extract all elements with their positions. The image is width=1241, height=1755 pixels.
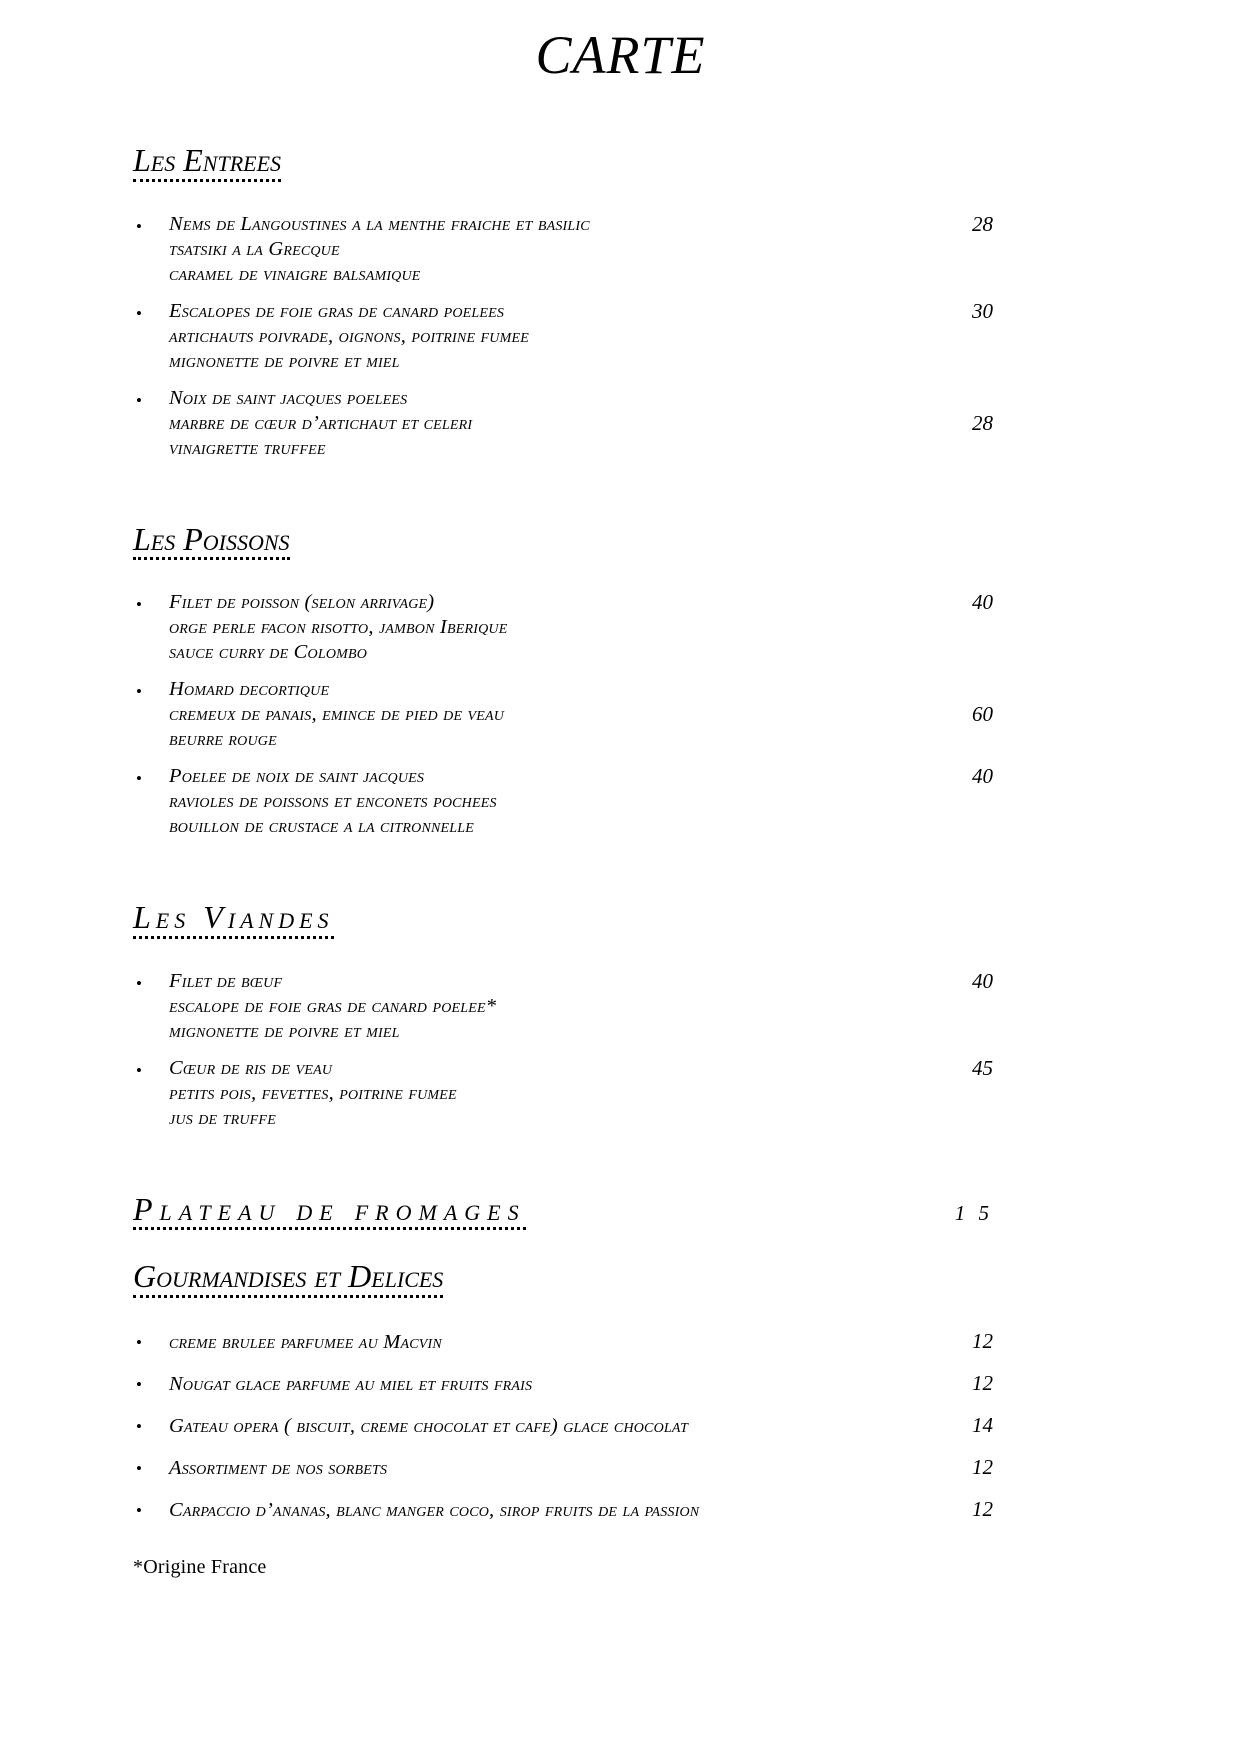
item-detail-line: bouillon de crustace a la citronnelle <box>169 815 475 838</box>
spacer <box>133 1044 993 1056</box>
footnote: *Origine France <box>133 1555 267 1578</box>
item-detail-line: artichauts poivrade, oignons, poitrine fumee <box>169 324 529 347</box>
menu-content <box>133 144 993 1526</box>
dessert-name: Carpaccio d’ananas, blanc manger coco, sirop fruits de la passion <box>169 1498 700 1521</box>
item-price: 60 <box>972 702 993 727</box>
item-name: Escalopes de foie gras de canard poelees <box>169 299 505 322</box>
item-price-column <box>873 590 993 665</box>
dessert-name: Gateau opera ( biscuit, creme chocolat et cafe) glace chocolat <box>169 1414 689 1437</box>
item-name: Nems de Langoustines a la menthe fraiche et basilic <box>169 212 590 235</box>
item-price-column <box>873 299 993 374</box>
bullet-icon: • <box>136 1416 142 1436</box>
item-detail-line: mignonette de poivre et miel <box>169 1019 400 1042</box>
spacer <box>133 1230 993 1260</box>
item-name: Filet de poisson (selon arrivage) <box>169 591 435 614</box>
bullet-icon: • <box>136 216 142 236</box>
item-description <box>169 212 873 287</box>
dessert-name: creme brulee parfumee au Macvin <box>169 1330 442 1353</box>
plateau-price: 1 5 <box>954 1200 993 1225</box>
item-detail-line: mignonette de poivre et miel <box>169 349 400 372</box>
section-heading-row <box>133 901 993 939</box>
item-list <box>133 969 993 1131</box>
spacer <box>133 287 993 299</box>
item-price: 40 <box>972 968 993 993</box>
item-detail-line: tsatsiki a la Grecque <box>169 237 340 260</box>
section-heading-desserts: Gourmandises et Delices <box>133 1260 443 1298</box>
dessert-item <box>133 1496 993 1526</box>
bullet-icon: • <box>136 1458 142 1478</box>
item-description <box>169 1056 873 1131</box>
spacer <box>133 1131 993 1193</box>
spacer <box>133 752 993 764</box>
dessert-name: Nougat glace parfume au miel et fruits frais <box>169 1372 533 1395</box>
bullet-icon: • <box>136 769 142 789</box>
page-title: CARTE <box>535 25 706 85</box>
bullet-icon: • <box>136 390 142 410</box>
menu-item <box>133 1056 993 1131</box>
section-heading-row <box>133 144 993 182</box>
plateau-row <box>133 1190 993 1231</box>
dessert-price: 12 <box>972 1328 993 1353</box>
bullet-icon: • <box>136 682 142 702</box>
menu-sections <box>133 144 993 1131</box>
item-detail-line: orge perle facon risotto, jambon Iberique <box>169 616 508 639</box>
bullet-icon: • <box>136 1500 142 1520</box>
menu-item <box>133 386 993 461</box>
dessert-item <box>133 1454 993 1484</box>
item-detail-line: jus de truffe <box>169 1106 276 1129</box>
item-name: Homard decortique <box>169 678 330 701</box>
bullet-icon: • <box>136 303 142 323</box>
dessert-price: 12 <box>972 1496 993 1521</box>
item-price: 30 <box>972 298 993 323</box>
item-description <box>169 764 873 839</box>
item-name: Noix de saint jacques poelees <box>169 386 408 409</box>
item-detail-line: cremeux de panais, emince de pied de veau <box>169 703 505 726</box>
item-detail-line: petits pois, fevettes, poitrine fumee <box>169 1081 457 1104</box>
item-description <box>169 969 873 1044</box>
dessert-price: 12 <box>972 1370 993 1395</box>
section-heading: Les Entrees <box>133 144 281 182</box>
item-price-column <box>873 677 993 752</box>
bullet-icon: • <box>136 973 142 993</box>
dessert-item <box>133 1370 993 1400</box>
spacer <box>133 182 993 212</box>
item-price: 28 <box>972 211 993 236</box>
dessert-list <box>133 1328 993 1526</box>
spacer <box>133 1298 993 1328</box>
item-description <box>169 299 873 374</box>
spacer <box>133 839 993 901</box>
spacer <box>133 560 993 590</box>
dessert-name: Assortiment de nos sorbets <box>169 1456 388 1479</box>
item-detail-line: beurre rouge <box>169 728 277 751</box>
desserts-heading-row <box>133 1260 993 1298</box>
dessert-price: 12 <box>972 1454 993 1479</box>
item-detail-line: vinaigrette truffee <box>169 436 326 459</box>
item-price-column <box>873 1056 993 1131</box>
spacer <box>133 939 993 969</box>
item-price: 40 <box>972 590 993 615</box>
bullet-icon: • <box>136 595 142 615</box>
menu-item <box>133 299 993 374</box>
bullet-icon: • <box>136 1332 142 1352</box>
item-price-column <box>873 212 993 287</box>
item-price: 28 <box>972 410 993 435</box>
spacer <box>133 461 993 523</box>
dessert-price: 14 <box>972 1412 993 1437</box>
item-detail-line: ravioles de poissons et enconets pochees <box>169 790 497 813</box>
item-description <box>169 590 873 665</box>
item-list <box>133 590 993 839</box>
section-heading-plateau: Plateau de fromages <box>133 1193 526 1231</box>
spacer <box>133 374 993 386</box>
menu-item <box>133 677 993 752</box>
item-detail-line: sauce curry de Colombo <box>169 641 368 664</box>
item-detail-line: caramel de vinaigre balsamique <box>169 262 421 285</box>
item-detail-line: escalope de foie gras de canard poelee* <box>169 994 497 1017</box>
dessert-item <box>133 1412 993 1442</box>
item-name: Cœur de ris de veau <box>169 1056 333 1079</box>
item-description <box>169 386 873 461</box>
section-heading: Les Viandes <box>133 901 334 939</box>
menu-item <box>133 764 993 839</box>
menu-item <box>133 212 993 287</box>
menu-item <box>133 590 993 665</box>
item-price: 45 <box>972 1055 993 1080</box>
section-heading-row <box>133 520 993 561</box>
spacer <box>133 665 993 677</box>
item-price-column <box>873 764 993 839</box>
section-heading: Les Poissons <box>133 523 290 561</box>
item-price: 40 <box>972 764 993 789</box>
item-list <box>133 212 993 461</box>
dessert-item <box>133 1328 993 1358</box>
item-name: Filet de bœuf <box>169 969 283 992</box>
menu-item <box>133 969 993 1044</box>
item-price-column <box>873 386 993 461</box>
bullet-icon: • <box>136 1374 142 1394</box>
item-price-column <box>873 969 993 1044</box>
item-name: Poelee de noix de saint jacques <box>169 765 425 788</box>
item-detail-line: marbre de cœur d’artichaut et celeri <box>169 411 473 434</box>
bullet-icon: • <box>136 1060 142 1080</box>
item-description <box>169 677 873 752</box>
